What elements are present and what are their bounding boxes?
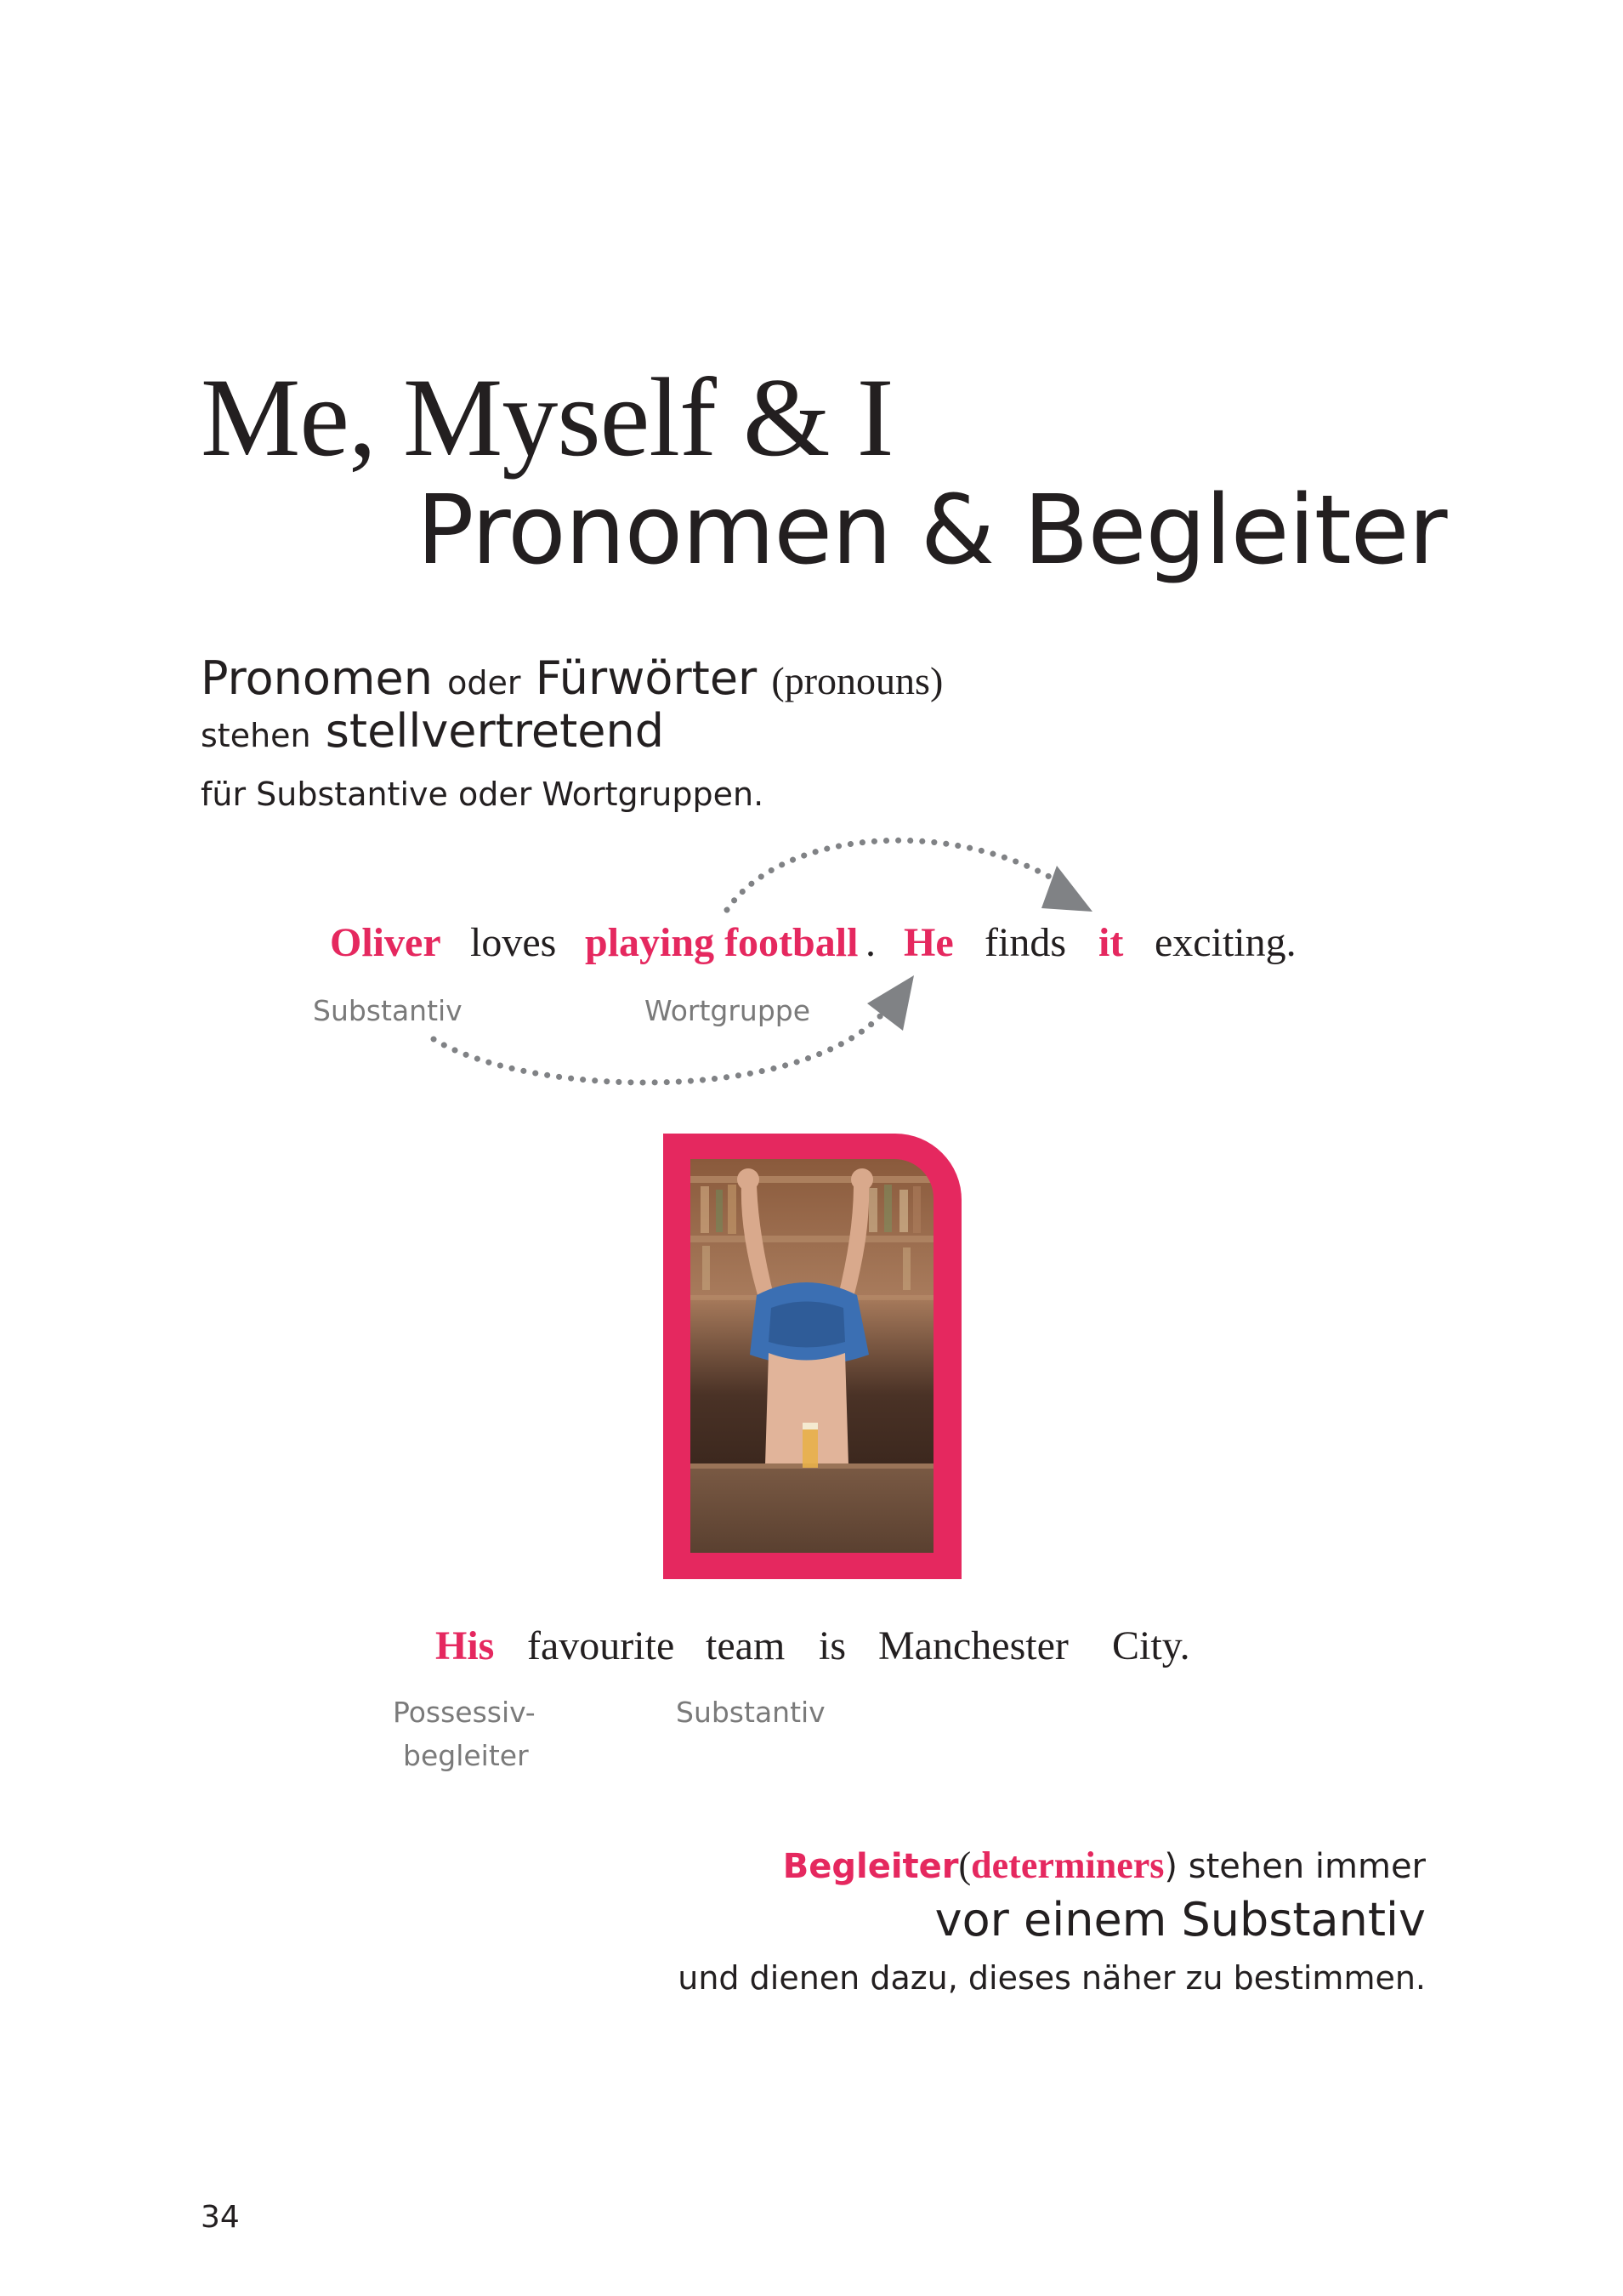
page-title: Me, Myself & I xyxy=(201,355,894,480)
page-number: 34 xyxy=(201,2200,240,2235)
intro-line-3: für Substantive oder Wortgruppen. xyxy=(201,776,764,813)
s2-word-team: team xyxy=(706,1623,786,1668)
determiners-line-1 xyxy=(783,1845,1426,1886)
s2-word-manchester: Manchester xyxy=(878,1623,1069,1668)
determiners-line-3: und dienen dazu, dieses näher zu bestimmen. xyxy=(678,1959,1426,1997)
intro-word-fuerwoerter: Fürwörter xyxy=(535,651,758,705)
s1-word-playing-football: playing football xyxy=(585,920,859,965)
s2-label-possessive-1: Possessiv- xyxy=(393,1696,536,1729)
determiners-line-2: vor einem Substantiv xyxy=(934,1893,1426,1946)
s2-label-possessive-2: begleiter xyxy=(403,1739,529,1772)
s1-word-loves: loves xyxy=(470,920,557,965)
s1-label-group: Wortgruppe xyxy=(644,994,811,1027)
s1-period: . xyxy=(865,920,876,965)
s1-word-oliver: Oliver xyxy=(330,920,441,965)
intro-word-oder: oder xyxy=(447,664,521,702)
s1-label-noun: Substantiv xyxy=(313,994,462,1027)
s1-word-exciting: exciting. xyxy=(1155,920,1297,965)
det-paren-open: ( xyxy=(958,1844,972,1886)
s2-word-city: City. xyxy=(1112,1623,1190,1668)
det-rest: ) stehen immer xyxy=(1164,1847,1426,1886)
s2-word-is: is xyxy=(819,1623,847,1668)
photo-celebrating-fan xyxy=(690,1159,934,1553)
s1-word-finds: finds xyxy=(985,920,1066,965)
arrow-playing-football-to-it xyxy=(727,840,1063,910)
arrow-head-to-it xyxy=(1041,866,1092,912)
s2-label-noun: Substantiv xyxy=(676,1696,826,1729)
page-subtitle: Pronomen & Begleiter xyxy=(417,475,1447,586)
intro-word-pronomen: Pronomen xyxy=(201,651,433,705)
s1-word-it: it xyxy=(1098,920,1124,965)
det-word-determiners: determiners xyxy=(971,1844,1165,1886)
s2-word-favourite: favourite xyxy=(527,1623,675,1668)
intro-word-pronouns: (pronouns) xyxy=(771,659,944,702)
det-word-begleiter: Begleiter xyxy=(782,1847,959,1886)
arrow-head-to-he xyxy=(867,975,914,1031)
s2-word-his: His xyxy=(435,1623,495,1668)
intro-word-stellvertretend: stellvertretend xyxy=(325,704,665,758)
intro-word-stehen: stehen xyxy=(201,717,311,754)
s1-word-he: He xyxy=(904,920,954,965)
